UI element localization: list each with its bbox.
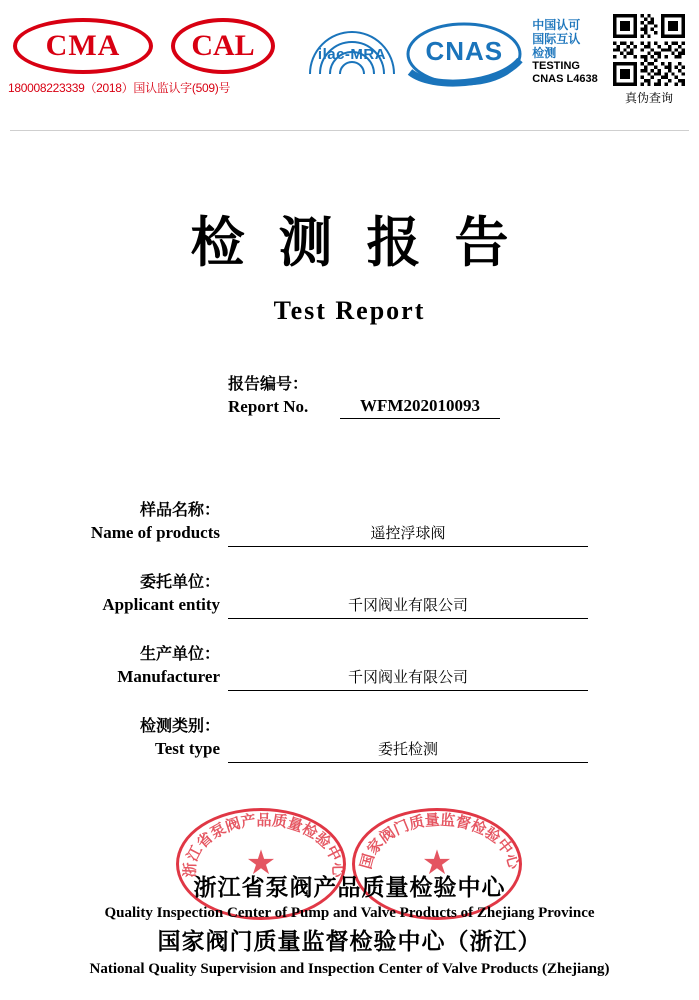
field-value-applicant-entity: 千冈阀业有限公司 — [228, 594, 588, 619]
cnas-cn-line3: 检测 — [532, 46, 557, 60]
org-name-cn-primary: 浙江省泵阀产品质量检验中心 — [193, 874, 506, 900]
report-number-label-en: Report No. — [228, 397, 309, 416]
field-label-cn: 委托单位： — [139, 574, 220, 591]
field-label-name-of-products — [60, 500, 220, 544]
org-name-en-secondary: National Quality Supervision and Inspection Center of Valve Products (Zhejiang) — [89, 961, 610, 977]
issuing-organization — [0, 872, 699, 980]
cnas-en-line1: TESTING — [532, 60, 580, 72]
qr-code-svg — [613, 14, 685, 86]
field-label-en: Name of products — [90, 523, 220, 542]
field-row-applicant-entity — [0, 572, 699, 644]
cnas-badge-icon — [402, 16, 526, 92]
field-label-cn: 样品名称： — [139, 502, 220, 519]
svg-text:浙江省泵阀产品质量检验中心: 浙江省泵阀产品质量检验中心 — [181, 812, 347, 878]
cnas-cn-line1: 中国认可 — [532, 18, 581, 32]
field-row-name-of-products — [0, 500, 699, 572]
cma-accreditation-number: 180008223339（2018）国认监认字(509)号 — [8, 81, 231, 95]
qr-code-icon[interactable] — [613, 14, 685, 86]
cal-mark — [168, 18, 278, 79]
ilac-arcs-icon — [294, 28, 410, 76]
org-name-en-primary: Quality Inspection Center of Pump and Valve Products of Zhejiang Province — [104, 905, 595, 921]
svg-text:国家阀门质量监督检验中心: 国家阀门质量监督检验中心 — [357, 811, 523, 871]
field-label-en: Applicant entity — [102, 595, 220, 614]
field-value-name-of-products: 遥控浮球阀 — [228, 522, 588, 547]
cnas-text-block — [532, 18, 597, 86]
cal-oval-icon — [171, 18, 275, 74]
page-title-en: Test Report — [273, 296, 426, 325]
qr-verification-label: 真伪查询 — [624, 91, 673, 105]
field-value-test-type: 委托检测 — [228, 738, 588, 763]
report-number-labels — [228, 374, 338, 418]
field-row-manufacturer — [0, 644, 699, 716]
cal-mark-label: CAL — [191, 29, 255, 62]
field-value-manufacturer: 千冈阀业有限公司 — [228, 666, 588, 691]
header-divider — [10, 130, 689, 131]
cnas-wordmark: CNAS — [425, 36, 504, 66]
cma-mark-label: CMA — [45, 29, 121, 62]
field-label-manufacturer — [60, 644, 220, 688]
field-label-en: Test type — [154, 739, 220, 758]
certification-header — [0, 8, 699, 126]
field-label-en: Manufacturer — [117, 667, 220, 686]
stamp-star-icon: ★ — [421, 845, 453, 882]
page-title-cn: 检测报告 — [190, 213, 543, 273]
org-name-cn-secondary: 国家阀门质量监督检验中心（浙江） — [157, 928, 542, 954]
report-number-value: WFM202010093 — [340, 396, 500, 419]
cnas-mark — [400, 16, 600, 92]
ilac-mra-mark — [292, 28, 412, 76]
cma-oval-icon — [13, 18, 153, 74]
stamp-star-icon: ★ — [245, 845, 277, 882]
field-label-cn: 检测类别： — [139, 718, 220, 735]
cnas-en-line2: CNAS L4638 — [532, 73, 598, 85]
field-label-cn: 生产单位： — [139, 646, 220, 663]
field-label-applicant-entity — [60, 572, 220, 616]
ilac-mra-label: ilac-MRA — [317, 46, 387, 63]
fields-section — [0, 500, 699, 788]
field-row-test-type — [0, 716, 699, 788]
cnas-cn-line2: 国际互认 — [532, 32, 581, 46]
field-label-test-type — [60, 716, 220, 760]
qr-verification-block[interactable] — [604, 14, 694, 106]
report-number-label-cn: 报告编号： — [228, 376, 309, 393]
